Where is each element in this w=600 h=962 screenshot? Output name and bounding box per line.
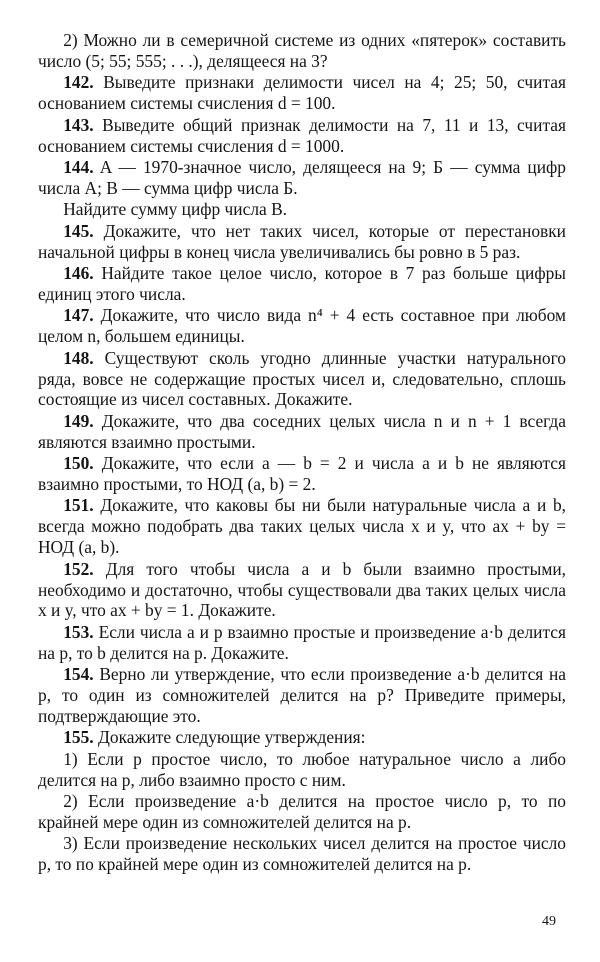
- paragraph-text: 3) Если произведение нескольких чисел делится на простое число p, то по крайней мере один из сомножителей делится на p.: [38, 833, 566, 875]
- paragraph-152: [38, 559, 566, 622]
- paragraph-text: 1) Если p простое число, то любое натуральное число a либо делится на p, либо взаимно просто с ним.: [38, 748, 566, 790]
- problem-number: 153.: [63, 621, 94, 642]
- problem-number: 143.: [63, 114, 94, 135]
- paragraph-144: [38, 157, 566, 199]
- paragraph-153: [38, 622, 566, 664]
- page-number: 49: [542, 914, 556, 929]
- paragraph-155: [38, 727, 566, 748]
- problem-number: 152.: [63, 558, 94, 579]
- paragraph-text: Существуют сколь угодно длинные участки натурального ряда, вовсе не содержащие простых чисел и, следовательно, сплошь состоящие из чисел составных. Докажите.: [38, 347, 566, 410]
- problem-number: 144.: [63, 156, 94, 177]
- problem-number: 154.: [63, 664, 94, 685]
- problem-number: 149.: [63, 410, 94, 431]
- paragraph-text: Для того чтобы числа a и b были взаимно простыми, необходимо и достаточно, чтобы существовали два таких целых числа x и y, что ax + by = 1. Докажите.: [38, 558, 566, 621]
- paragraph-0: [38, 30, 566, 72]
- paragraph-text: Верно ли утверждение, что если произведение a·b делится на p, то один из сомножителей делится на p? Приведите примеры, подтверждающие это.: [38, 664, 566, 726]
- paragraph-144-cont: [38, 199, 566, 220]
- page-text: [38, 30, 566, 876]
- paragraph-text: Если числа a и p взаимно простые и произведение a·b делится на p, то b делится на p. Докажите.: [38, 621, 566, 663]
- problem-number: 148.: [63, 347, 94, 368]
- paragraph-text: Выведите общий признак делимости на 7, 11 и 13, считая основанием системы счисления d = 1000.: [38, 114, 566, 156]
- paragraph-154: [38, 664, 566, 727]
- paragraph-text: A — 1970-значное число, делящееся на 9; Б — сумма цифр числа A; B — сумма цифр числа Б.: [38, 156, 566, 198]
- problem-number: 150.: [63, 453, 94, 474]
- paragraph-text: Выведите признаки делимости чисел на 4; 25; 50, считая основанием системы счисления d = 100.: [38, 72, 566, 114]
- paragraph-155-3: [38, 833, 566, 875]
- problem-number: 145.: [63, 220, 94, 241]
- paragraph-155-2: [38, 791, 566, 833]
- paragraph-148: [38, 348, 566, 411]
- problem-number: 155.: [63, 727, 94, 748]
- paragraph-146: [38, 263, 566, 305]
- paragraph-text: Докажите, что если a — b = 2 и числа a и b не являются взаимно простыми, то НОД (a, b) = 2.: [38, 453, 567, 495]
- paragraph-143: [38, 115, 566, 157]
- problem-number: 142.: [63, 72, 94, 93]
- paragraph-text: Докажите, что нет таких чисел, которые от перестановки начальной цифры в конец числа увеличивались бы ровно в 5 раз.: [38, 220, 566, 262]
- paragraph-145: [38, 221, 566, 263]
- paragraph-147: [38, 305, 566, 347]
- paragraph-155-1: [38, 749, 566, 791]
- paragraph-text: 2) Если произведение a·b делится на простое число p, то по крайней мере один из сомножителей делится на p.: [38, 791, 566, 833]
- problem-number: 151.: [63, 495, 94, 516]
- paragraph-text: Докажите следующие утверждения:: [98, 727, 366, 748]
- paragraph-text: Докажите, что число вида n⁴ + 4 есть составное при любом целом n, большем единицы.: [38, 305, 566, 347]
- paragraph-142: [38, 72, 566, 114]
- paragraph-text: 2) Можно ли в семеричной системе из одних «пятерок» составить число (5; 55; 555; . . .), делящееся на 3?: [38, 30, 566, 71]
- problem-number: 147.: [63, 305, 94, 326]
- paragraph-text: Найдите такое целое число, которое в 7 раз больше цифры единиц этого числа.: [38, 262, 566, 304]
- paragraph-text: Найдите сумму цифр числа В.: [63, 199, 288, 220]
- paragraph-150: [38, 453, 566, 495]
- paragraph-149: [38, 411, 566, 453]
- paragraph-151: [38, 495, 566, 558]
- paragraph-text: Докажите, что два соседних целых числа n и n + 1 всегда являются взаимно простыми.: [38, 410, 566, 452]
- paragraph-text: Докажите, что каковы бы ни были натуральные числа a и b, всегда можно подобрать два таких целых числа x и y, что ax + by = НОД (a, b).: [38, 495, 566, 558]
- problem-number: 146.: [63, 262, 94, 283]
